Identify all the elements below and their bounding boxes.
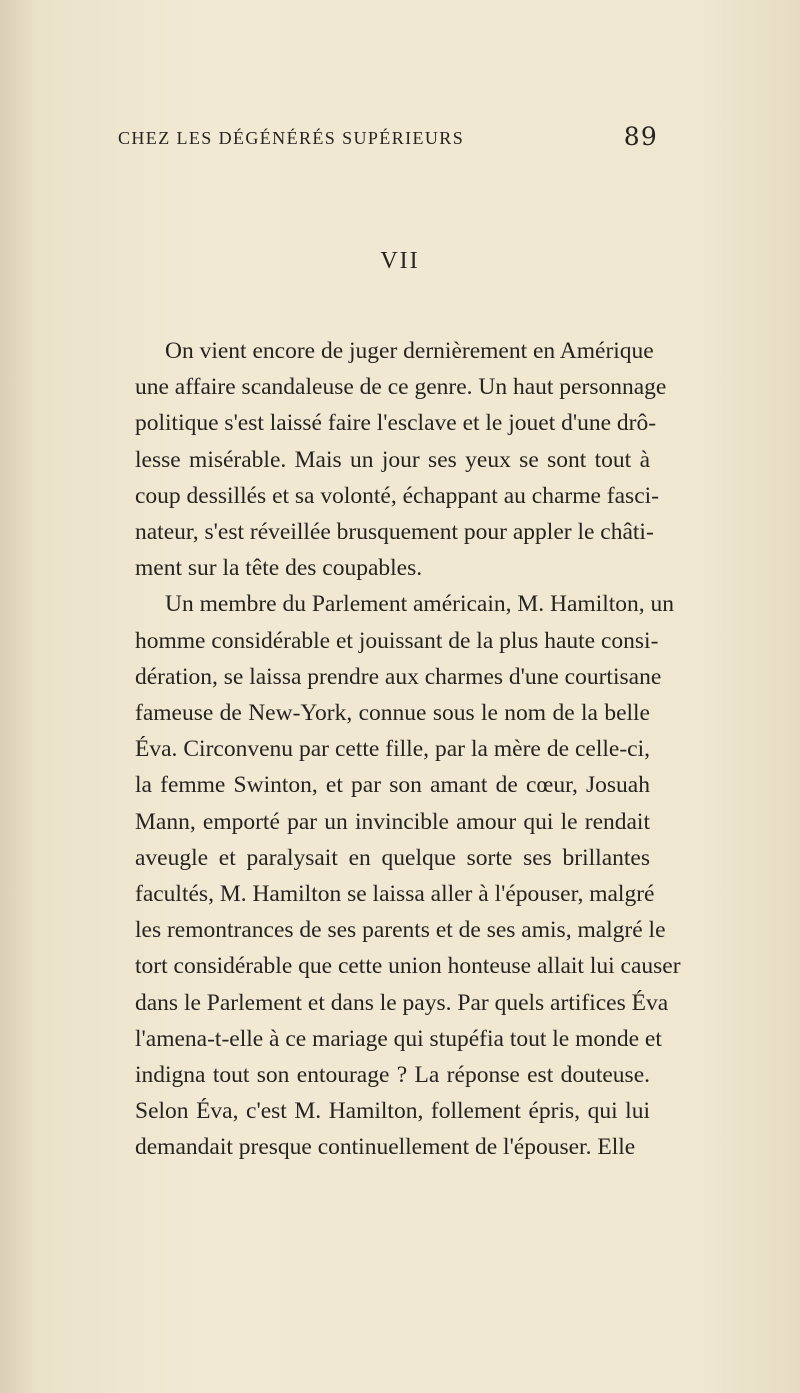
text-line: une affaire scandaleuse de ce genre. Un haut personnage bbox=[135, 374, 667, 401]
text-line: homme considérable et jouissant de la plus haute consi- bbox=[135, 627, 659, 654]
text-line: nateur, s'est réveillée brusquement pour appler le châti- bbox=[135, 519, 654, 546]
text-line: la femme Swinton, et par son amant de cœur, Josuah bbox=[135, 772, 650, 799]
page-number: 89 bbox=[623, 122, 658, 151]
text-line: coup dessillés et sa volonté, échappant au charme fasci- bbox=[135, 482, 659, 509]
text-line: fameuse de New-York, connue sous le nom de la belle bbox=[135, 700, 650, 727]
text-line: facultés, M. Hamilton se laissa aller à l'épouser, malgré bbox=[135, 881, 655, 908]
running-title: CHEZ LES DÉGÉNÉRÉS SUPÉRIEURS bbox=[118, 128, 465, 148]
text-line: aveugle et paralysait en quelque sorte ses brillantes bbox=[135, 844, 650, 871]
chapter-number: VII bbox=[380, 248, 420, 274]
text-line: demandait presque continuellement de l'épouser. Elle bbox=[135, 1134, 636, 1161]
text-line: indigna tout son entourage ? La réponse est douteuse. bbox=[135, 1062, 650, 1089]
text-line: politique s'est laissé faire l'esclave et le jouet d'une drô- bbox=[135, 410, 657, 437]
text-line: dération, se laissa prendre aux charmes d'une courtisane bbox=[135, 663, 662, 690]
text-line: ment sur la tête des coupables. bbox=[135, 555, 423, 582]
body-text bbox=[135, 333, 681, 1166]
text-line: dans le Parlement et dans le pays. Par quels artifices Éva bbox=[135, 989, 669, 1016]
text-line: Éva. Circonvenu par cette fille, par la mère de celle-ci, bbox=[135, 736, 650, 763]
text-line: lesse misérable. Mais un jour ses yeux se sont tout à bbox=[135, 446, 650, 473]
text-line: les remontrances de ses parents et de ses amis, malgré le bbox=[135, 917, 666, 944]
text-line: Un membre du Parlement américain, M. Hamilton, un bbox=[165, 591, 675, 618]
text-line: tort considérable que cette union honteuse allait lui causer bbox=[135, 953, 681, 980]
text-line: On vient encore de juger dernièrement en Amérique bbox=[165, 338, 654, 364]
text-line: l'amena-t-elle à ce mariage qui stupéfia tout le monde et bbox=[135, 1025, 662, 1052]
text-line: Mann, emporté par un invincible amour qui le rendait bbox=[135, 808, 650, 835]
text-line: Selon Éva, c'est M. Hamilton, follement épris, qui lui bbox=[135, 1098, 650, 1125]
